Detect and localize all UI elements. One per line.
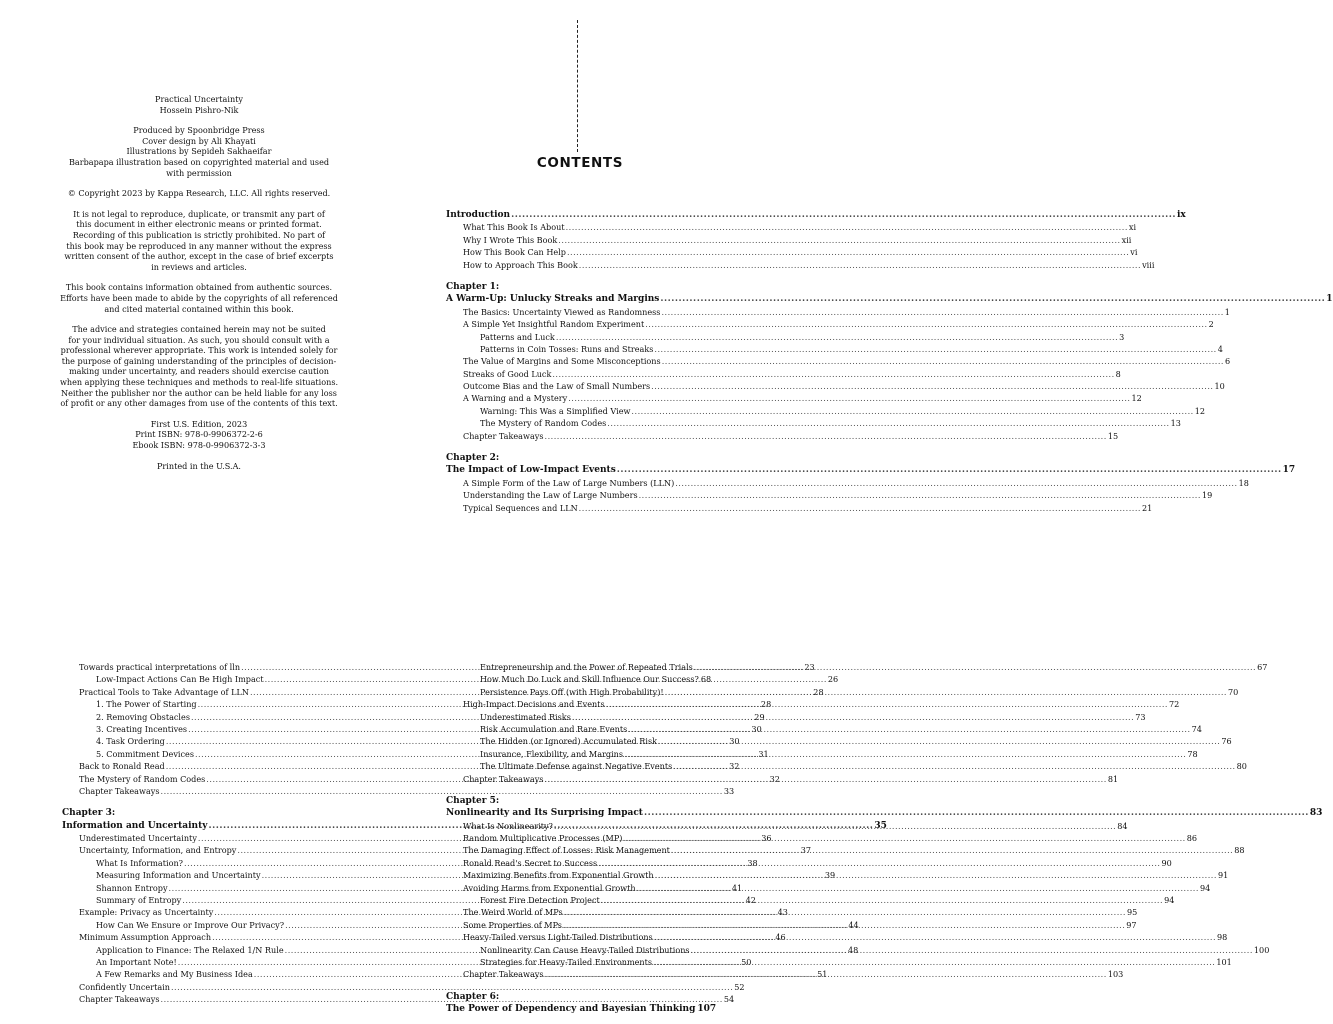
toc-entry-title: Insurance, Flexibility, and Margins [480, 748, 624, 759]
toc-entry-title: A Warning and a Mystery [463, 393, 568, 404]
toc-entry-title: 5. Commitment Devices [96, 748, 194, 759]
toc-entry-title: What This Book Is About [463, 222, 565, 233]
toc-chapter-entry [446, 209, 1186, 221]
copyright-page [40, 94, 358, 481]
toc-entry [446, 306, 1230, 318]
toc-page-number: 54 [723, 994, 735, 1005]
toc-page-number: 41 [731, 882, 743, 893]
dot-leader [690, 944, 1254, 956]
dot-leader [563, 906, 1127, 918]
dot-leader [653, 343, 1217, 355]
toc-page-number: 97 [1126, 919, 1137, 930]
copyright-block [40, 419, 358, 451]
copyright-block [40, 125, 358, 178]
chapter-label: Chapter 3: [62, 808, 116, 819]
toc-page-number: 73 [1135, 711, 1146, 722]
toc-entry-title: Underestimated Risks [480, 711, 571, 722]
chapter-label: Chapter 2: [446, 453, 500, 464]
dot-leader [544, 968, 1108, 980]
dot-leader [652, 956, 1216, 968]
toc-entry-title: Forest Fire Detection Project [480, 895, 600, 906]
dot-leader [565, 221, 1129, 233]
dot-leader [578, 502, 1142, 514]
copyright-line: This book contains information obtained from authentic sources. [65, 282, 333, 293]
copyright-line: the purpose of gaining understanding of the principles of decision- [61, 355, 337, 366]
toc-entry [446, 331, 1125, 343]
copyright-line: when applying these techniques and methods to real-life situations. [59, 377, 339, 388]
copyright-line: professional wherever appropriate. This work is intended solely for [60, 345, 338, 356]
toc-entry-title: Introduction [446, 210, 511, 220]
toc-page-number: 42 [745, 895, 756, 906]
toc-entry [446, 318, 1214, 330]
toc-page-number: vi [1130, 247, 1138, 258]
copyright-line: Print ISBN: 978-0-9906372-2-6 [135, 429, 263, 440]
toc-page-number: 98 [1217, 932, 1228, 943]
toc-entry-title: Chapter Takeaways [79, 785, 160, 796]
toc-entry-title: Minimum Assumption Approach [79, 932, 212, 943]
toc-entry-title: An Important Note! [96, 956, 177, 967]
toc-page-number: 32 [769, 773, 780, 784]
toc-entry-title: Chapter Takeaways [463, 773, 544, 784]
toc-entry-title: How This Book Can Help [463, 247, 566, 258]
toc-entry-title: The Impact of Low-Impact Events [446, 465, 616, 476]
copyright-block [40, 188, 358, 199]
toc-entry-title: Chapter Takeaways [463, 430, 544, 441]
dot-leader [605, 698, 1169, 710]
toc-entry-title: The Mystery of Random Codes [480, 418, 607, 429]
copyright-line: Neither the publisher nor the author can be held liable for any loss [61, 387, 337, 398]
toc-entry-title: Measuring Information and Uncertainty [96, 870, 261, 881]
dot-leader [643, 807, 1310, 819]
toc-page-number: 39 [824, 870, 836, 881]
toc-entry [62, 785, 735, 797]
toc-entry-title: Risk Accumulation and Rare Events [480, 723, 628, 734]
dot-leader [600, 894, 1164, 906]
toc-page-number: 100 [1253, 944, 1270, 955]
toc-page-number: 31 [758, 748, 769, 759]
toc-page-number: 30 [751, 723, 762, 734]
toc-page-number: 70 [1227, 686, 1239, 697]
copyright-line: with permission [166, 167, 232, 178]
toc-page-number: 17 [1282, 465, 1296, 476]
toc-page-number: 74 [1191, 723, 1202, 734]
toc-chapter-entry [446, 293, 1333, 305]
toc-page-number: 107 [697, 1004, 717, 1015]
toc-page-number: viii [1142, 259, 1155, 270]
toc-entry [446, 259, 1155, 271]
toc-page-number: 43 [777, 907, 788, 918]
toc-entry [446, 392, 1142, 404]
toc-entry-title: The Hidden (or Ignored) Accumulated Risk [480, 736, 658, 747]
toc-page-number: 12 [1194, 405, 1206, 416]
toc-entry [446, 343, 1223, 355]
toc-page-number: 94 [1164, 895, 1175, 906]
copyright-line: of profit or any other damages from use of the contents of this text. [60, 398, 338, 409]
copyright-line: and cited material contained within this book. [104, 303, 294, 314]
dot-leader [622, 832, 1186, 844]
toc-entry [446, 234, 1132, 246]
toc-entry-title: How Can We Ensure or Improve Our Privacy? [96, 919, 285, 930]
copyright-line: making under uncertainty, and readers should exercise caution [69, 366, 329, 377]
toc-page-number: 38 [747, 857, 758, 868]
toc-entry-title: What Is Information? [96, 857, 184, 868]
chapter-label: Chapter 6: [446, 991, 500, 1002]
copyright-block [40, 324, 358, 409]
toc-top-right [446, 209, 1333, 514]
toc-entry-title: Maximizing Benefits from Exponential Growth [463, 870, 654, 881]
toc-entry-title: 1. The Power of Starting [96, 699, 197, 710]
dot-leader [672, 760, 1236, 772]
dot-leader [630, 405, 1194, 417]
copyright-line: Produced by Spoonbridge Press [133, 125, 265, 136]
dashed-divider [577, 20, 578, 152]
toc-page-number: xii [1121, 234, 1132, 245]
dot-leader [566, 246, 1130, 258]
toc-chapter-entry [446, 1003, 717, 1015]
toc-page-number: 4 [1217, 343, 1223, 354]
toc-page-number: 101 [1216, 956, 1232, 967]
toc-entry-title: The Ultimate Defense against Negative Events [480, 761, 673, 772]
toc-entry [446, 430, 1119, 442]
toc-entry [446, 477, 1249, 489]
copyright-line: this book may be reproduced in any manner without the express [66, 240, 332, 251]
copyright-line: Recording of this publication is strictly prohibited. No part of [72, 229, 326, 240]
toc-page-number: 1 [1326, 294, 1333, 305]
toc-entry [446, 221, 1137, 233]
toc-entry [446, 489, 1213, 501]
toc-page-number: 48 [847, 944, 859, 955]
toc-page-number: 86 [1186, 833, 1198, 844]
toc-entry-title: The Mystery of Random Codes [79, 773, 206, 784]
toc-page-number: 26 [827, 674, 839, 685]
toc-page-number: 37 [800, 845, 812, 856]
toc-page-number: 29 [754, 711, 765, 722]
toc-page-number: 103 [1107, 969, 1124, 980]
toc-entry-title: Summary of Entropy [96, 895, 182, 906]
dot-leader [562, 919, 1126, 931]
toc-entry-title: Entrepreneurship and the Power of Repeated Trials [480, 662, 693, 672]
toc-page-number: 91 [1217, 870, 1229, 881]
toc-entry [62, 981, 745, 993]
toc-entry-title: 4. Task Ordering [96, 736, 165, 747]
toc-entry-title: Typical Sequences and LLN [463, 502, 578, 513]
toc-page-number: 51 [817, 969, 828, 980]
copyright-block [40, 94, 358, 115]
toc-entry-title: Persistence Pays Off (with High Probability)! [480, 686, 664, 697]
toc-page-number: 18 [1238, 477, 1249, 488]
toc-page-number: 2 [1208, 319, 1214, 330]
dot-leader [623, 748, 1187, 760]
toc-page-number: 30 [729, 736, 740, 747]
toc-entry [446, 417, 1181, 429]
dot-leader [606, 417, 1170, 429]
copyright-line: Cover design by Ali Khayati [142, 135, 256, 146]
toc-entry-title: Nonlinearity Can Cause Heavy-Tailed Distributions [480, 944, 690, 955]
toc-entry-title: How Much Do Luck and Skill Influence Our Success? [480, 674, 699, 685]
toc-entry-title: Application to Finance: The Relaxed 1/N Rule [96, 944, 284, 955]
dot-leader [544, 430, 1108, 442]
dot-leader [571, 711, 1135, 723]
toc-entry-title: High-Impact Decisions and Events [463, 699, 605, 710]
dot-leader [567, 392, 1131, 404]
dot-leader [654, 869, 1218, 881]
toc-entry-title: Chapter Takeaways [79, 994, 160, 1005]
toc-page-number: 81 [1107, 773, 1119, 784]
toc-page-number: ix [1177, 210, 1186, 220]
copyright-line: Barbapapa illustration based on copyrighted material and used [68, 156, 330, 167]
toc-chapter-entry [446, 464, 1296, 476]
toc-page-number: 13 [1170, 418, 1181, 429]
toc-page-number: 1 [1224, 306, 1230, 317]
dot-leader [553, 820, 1117, 832]
toc-entry-title: Practical Tools to Take Advantage of LLN [79, 686, 249, 697]
toc-page-number: 72 [1168, 699, 1180, 710]
toc-page-number: xi [1128, 222, 1137, 233]
toc-page-number: 83 [1309, 808, 1323, 819]
toc-entry-title: Towards practical interpretations of lln [79, 662, 241, 672]
toc-page-number: 28 [760, 699, 772, 710]
toc-entry-title: Random Multiplicative Processes (MP) [463, 833, 623, 844]
copyright-line: Printed in the U.S.A. [156, 460, 241, 471]
toc-page-number: 94 [1199, 882, 1211, 893]
toc-page-number: 33 [723, 785, 735, 796]
copyright-block [40, 209, 358, 273]
dot-leader [510, 209, 1177, 221]
toc-entry-title: Example: Privacy as Uncertainty [79, 907, 214, 918]
copyright-line: written consent of the author, except in the case of brief excerpts [64, 251, 334, 262]
toc-page-number: 6 [1225, 356, 1231, 367]
toc-entry-title: The Value of Margins and Some Misconceptions [463, 356, 661, 367]
toc-entry-title: Strategies for Heavy-Tailed Environments [480, 956, 653, 967]
toc-page-number: 15 [1107, 430, 1119, 441]
toc-entry-title: Back to Ronald Read [79, 761, 165, 772]
copyright-line: for your individual situation. As such, you should consult with a [68, 334, 330, 345]
copyright-block [40, 282, 358, 314]
toc-entry-title: The Basics: Uncertainty Viewed as Randomness [463, 306, 661, 317]
dot-leader [657, 735, 1221, 747]
dot-leader [636, 882, 1200, 894]
toc-page-number: 12 [1131, 393, 1142, 404]
copyright-line: First U.S. Edition, 2023 [150, 418, 248, 429]
toc-page-number: 21 [1142, 502, 1153, 513]
dot-leader [616, 464, 1283, 476]
contents-title: CONTENTS [536, 155, 624, 171]
toc-entry-title: Confidently Uncertain [79, 981, 170, 992]
copyright-line: Hossein Pishro-Nik [159, 104, 239, 115]
toc-entry-title: The Weird World of MPs [463, 907, 563, 918]
toc-entry [446, 405, 1206, 417]
toc-entry-title: How to Approach This Book [463, 259, 578, 270]
copyright-line: Efforts have been made to abide by the copyrights of all referenced [60, 292, 338, 303]
copyright-line: © Copyright 2023 by Kappa Research, LLC. All rights reserved. [67, 188, 331, 199]
toc-page-number: 32 [729, 761, 740, 772]
toc-entry-title: A Few Remarks and My Business Idea [96, 969, 253, 980]
toc-entry-title: Patterns and Luck [480, 331, 555, 342]
dot-leader [551, 368, 1115, 380]
toc-page-number: 90 [1161, 857, 1172, 868]
toc-entry-title: Shannon Entropy [96, 882, 168, 893]
toc-entry-title: Chapter Takeaways [463, 969, 544, 980]
toc-entry [446, 355, 1231, 367]
dot-leader [578, 259, 1142, 271]
dot-leader [555, 331, 1119, 343]
toc-page-number: 35 [874, 820, 887, 831]
toc-entry-title: Some Properties of MPs [463, 919, 562, 930]
toc-entry-title: Streaks of Good Luck [463, 368, 552, 379]
chapter-label: Chapter 1: [446, 281, 500, 292]
toc-page-number: 76 [1221, 736, 1232, 747]
dot-leader [670, 844, 1234, 856]
toc-entry-title: Uncertainty, Information, and Entropy [79, 845, 237, 856]
copyright-line: in reviews and articles. [151, 261, 247, 272]
dot-leader [627, 723, 1191, 735]
toc-entry [446, 380, 1225, 392]
copyright-line: Practical Uncertainty [155, 94, 243, 104]
dot-leader [661, 355, 1225, 367]
dot-leader [544, 773, 1108, 785]
toc-entry-title: Heavy-Tailed versus Light-Tailed Distributions [463, 932, 653, 943]
toc-entry-title: The Power of Dependency and Bayesian Thinking [446, 1004, 696, 1015]
toc-entry [446, 246, 1138, 258]
toc-entry-title: Warning: This Was a Simplified View [480, 405, 631, 416]
toc-entry-title: Outcome Bias and the Law of Small Numbers [463, 381, 651, 392]
dot-leader [660, 306, 1224, 318]
dot-leader [597, 857, 1161, 869]
toc-entry-title: Underestimated Uncertainty [79, 833, 197, 844]
dot-leader [557, 234, 1121, 246]
toc-entry-title: What Is Nonlinearity? [463, 820, 553, 831]
toc-entry-title: 2. Removing Obstacles [96, 711, 190, 722]
toc-entry [446, 368, 1121, 380]
copyright-line: this document in either electronic means or printed format. [76, 219, 322, 230]
toc-page-number: 50 [741, 956, 752, 967]
copyright-block [40, 461, 358, 472]
toc-entry-title: Patterns in Coin Tosses: Runs and Streaks [480, 343, 654, 354]
copyright-line: Illustrations by Sepideh Sakhaeifar [126, 146, 272, 157]
toc-entry-title: Understanding the Law of Large Numbers [463, 490, 638, 501]
dot-leader [653, 931, 1217, 943]
toc-page-number: 46 [775, 932, 786, 943]
dot-leader [674, 477, 1238, 489]
toc-entry-title: Low-Impact Actions Can Be High Impact [96, 674, 264, 685]
dot-leader [644, 318, 1208, 330]
chapter-label: Chapter 5: [446, 795, 500, 806]
toc-entry-title: A Simple Form of the Law of Large Numbers (LLN) [463, 477, 675, 488]
copyright-line: It is not legal to reproduce, duplicate, or transmit any part of [73, 208, 325, 219]
toc-entry-title: Ronald Read's Secret to Success [463, 857, 598, 868]
dot-leader [693, 661, 1257, 673]
toc-page-number: 8 [1115, 368, 1121, 379]
dot-leader [638, 489, 1202, 501]
copyright-line: Ebook ISBN: 978-0-9906372-3-3 [132, 440, 266, 451]
toc-entry-title: Information and Uncertainty [62, 820, 208, 831]
toc-page-number: 84 [1117, 820, 1128, 831]
toc-entry [446, 673, 710, 685]
toc-page-number: 95 [1126, 907, 1138, 918]
dot-leader [659, 293, 1326, 305]
toc-page-number: 10 [1214, 381, 1225, 392]
toc-page-number: 78 [1187, 748, 1198, 759]
toc-page-number: 67 [1257, 662, 1268, 672]
toc-entry-title: A Simple Yet Insightful Random Experiment [463, 319, 645, 330]
toc-entry-title: 3. Creating Incentives [96, 723, 188, 734]
toc-entry-title: Why I Wrote This Book [463, 234, 558, 245]
toc-entry-title: A Warm-Up: Unlucky Streaks and Margins [446, 294, 660, 305]
dot-leader [650, 380, 1214, 392]
toc-page-number: 80 [1236, 761, 1247, 772]
copyright-line: The advice and strategies contained herein may not be suited [72, 324, 326, 335]
toc-page-number: 3 [1119, 331, 1125, 342]
toc-page-number: 36 [761, 833, 772, 844]
toc-page-number: 68 [700, 674, 712, 685]
toc-chapter-entry [446, 807, 1323, 819]
toc-entry-title: The Damaging Effect of Losses: Risk Management [463, 845, 670, 856]
toc-entry-title: Nonlinearity and Its Surprising Impact [446, 808, 643, 819]
toc-page-number: 88 [1234, 845, 1245, 856]
toc-page-number: 28 [813, 686, 824, 697]
toc-page-number: 44 [848, 919, 859, 930]
toc-page-number: 23 [804, 662, 815, 672]
toc-page-number: 19 [1201, 490, 1213, 501]
toc-page-number: 52 [734, 981, 745, 992]
toc-entry-title: Avoiding Harms from Exponential Growth [463, 882, 636, 893]
toc-entry [446, 502, 1153, 514]
dot-leader [664, 686, 1228, 698]
